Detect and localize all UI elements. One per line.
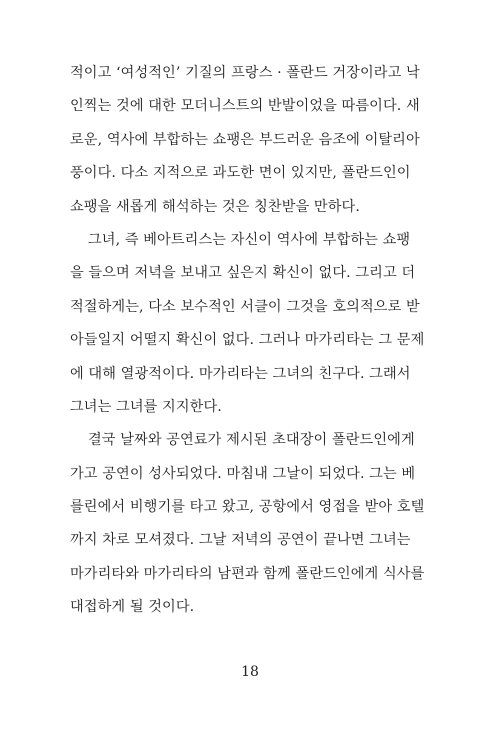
page-number: 18 <box>241 664 259 680</box>
text-line: 아들일지 어떨지 확신이 없다. 그러나 마가리타는 그 문제 <box>70 332 425 349</box>
text-line: 풍이다. 다소 지적으로 과도한 면이 있지만, 폴란드인이 <box>70 165 411 182</box>
text-line: 가고 공연이 성사되었다. 마침내 그날이 되었다. 그는 베 <box>70 465 416 482</box>
text-line: 를린에서 비행기를 타고 왔고, 공항에서 영접을 받아 호텔 <box>70 499 425 516</box>
paragraph-start-line: 그녀, 즉 베아트리스는 자신이 역사에 부합하는 쇼팽 <box>88 231 411 248</box>
text-line: 마가리타와 마가리타의 남편과 함께 폴란드인에게 식사를 <box>70 565 425 582</box>
text-line: 에 대해 열광적이다. 마가리타는 그녀의 친구다. 그래서 <box>70 365 411 382</box>
text-line: 쇼팽을 새롭게 해석하는 것은 칭찬받을 만하다. <box>70 198 360 215</box>
text-line: 로운, 역사에 부합하는 쇼팽은 부드러운 음조에 이탈리아 <box>70 131 420 148</box>
text-line: 적이고 ‘여성적인’ 기질의 프랑스 · 폴란드 거장이라고 낙 <box>70 65 420 81</box>
text-line: 그녀는 그녀를 지지한다. <box>70 398 222 415</box>
text-line: 적절하게는, 다소 보수적인 서클이 그것을 호의적으로 받 <box>70 298 420 315</box>
paragraph-start-line: 결국 날짜와 공연료가 제시된 초대장이 폴란드인에게 <box>88 432 415 449</box>
text-line: 인찍는 것에 대한 모더니스트의 반발이었을 따름이다. 새 <box>70 98 420 115</box>
body-text <box>70 57 432 625</box>
text-line: 까지 차로 모셔졌다. 그날 저녁의 공연이 끝나면 그녀는 <box>70 532 411 549</box>
text-line: 을 들으며 저녁을 보내고 싶은지 확신이 없다. 그리고 더 <box>70 265 416 282</box>
text-line: 대접하게 될 것이다. <box>70 599 195 616</box>
